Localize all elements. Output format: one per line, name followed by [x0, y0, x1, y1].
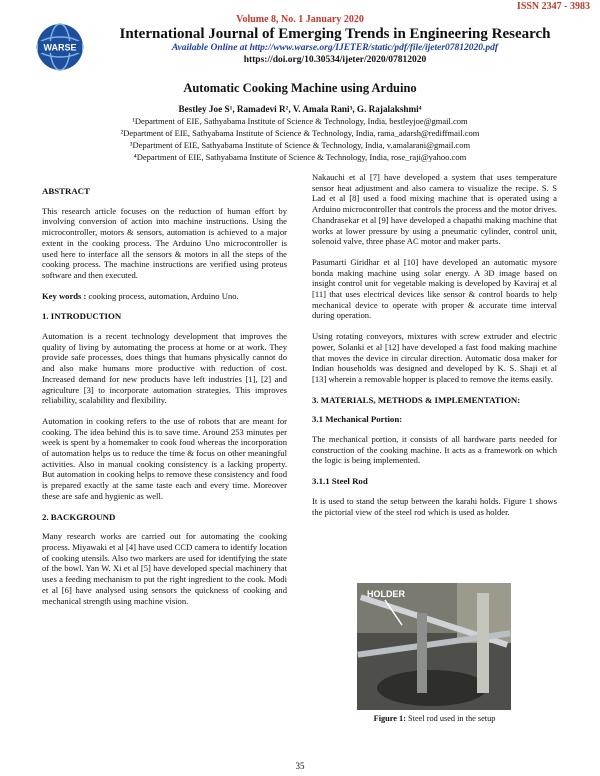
issn-label: ISSN 2347 - 3983: [516, 1, 590, 12]
available-online-link[interactable]: Available Online at http://www.warse.org/IJETER/static/pdf/file/ijeter07812020.pdf: [171, 43, 499, 53]
keywords-label: Key words :: [42, 290, 87, 301]
related-work-paragraph-3: Using rotating conveyors, mixtures with screw extruder and electric power, Solanki et al [12] have developed a fast food making machine that moves the device in circular direction. Automatic dosa maker for Indian households was designed and developed by K. S. Shaji et al [13] wherein a removable hopper is placed to remove the items easily.: [312, 331, 557, 384]
affiliation-3: ³Department of EIE, Sathyabama Institute of Science & Technology, India, v.amalarani@gmail.com: [129, 140, 471, 150]
background-paragraph: Many research works are carried out for automating the cooking process. Miyawaki et al [4] have used CCD camera to identify location of cooking utensils. Also two markers are used for identifying the state of the bowl. Yan W. Xi et al [5] have developed special machinery that uses a feeding mechanism to put the right ingredient to the cook. Modi et al [6] have analysed using sensors the quickness of cooking and mechanical strength using machine vision.: [42, 531, 287, 606]
related-work-paragraph-2: Pasumarti Giridhar et al [10] have developed an automatic mysore bonda making machine using solar energy. A 3D image based on insight control unit for vegetable making is developed by Kaviraj et al [11] that uses electrical devices like sensor & control boards to help mechanical device to operate with proper & accurate time interval during operation.: [312, 256, 557, 321]
keywords: [42, 291, 287, 302]
methods-heading: 3. MATERIALS, METHODS & IMPLEMENTATION:: [312, 394, 521, 405]
mechanical-heading: 3.1 Mechanical Portion:: [312, 414, 403, 425]
affiliation-4: ⁴Department of EIE, Sathyabama Institute of Science & Technology, India, rose_raji@yahoo.com: [133, 152, 467, 162]
keywords-text: cooking process, automation, Arduino Uno.: [86, 290, 239, 301]
abstract-heading: ABSTRACT: [42, 186, 90, 196]
figure-label: HOLDER: [367, 589, 405, 599]
abstract-text: This research article focuses on the reduction of human effort by involving conversion of action into machine instructions. Using the microcontroller, motors & sensors, automation is achieved to a major extent in the cooking process. The Arduino Uno microcontroller is used here to interface all the sensors & motors in all the steps of the cooking process. The machine instructions are verified using proteus software and then executed.: [42, 205, 287, 280]
intro-paragraph-2: Automation in cooking refers to the use of robots that are meant for cooking. The idea behind this is to save time. Around 253 minutes per week is spent by a homemaker to cook food whereas the incorporation of automation helps us to reduce the time & focus on other meaningful activities. Also in manual cooking consistency is a lacking property. But automation in cooking helps to remove these consistency and food is prepared exactly at the same taste each and every time. Moreover these are safe and hygienic as well.: [42, 415, 287, 501]
intro-paragraph-1: Automation is a recent technology development that improves the quality of living by automating the process at home or at work. They provide safe processes, does things that humans physically cannot do and also make humans more productive with reduction of cost. Increased demand for new products have left industries [1], [2] and agriculture [3] to incorporate automation strategies. This improves reliability, scalability and flexibility.: [42, 331, 287, 406]
figure-caption-text: Steel rod used in the setup: [405, 714, 496, 723]
figure-caption: [312, 714, 557, 723]
right-column: [312, 172, 557, 527]
warse-logo: [35, 22, 85, 72]
mechanical-paragraph: The mechanical portion, it consists of all hardware parts needed for construction of the cooking machine. It acts as a framework on which the logic is being implemented.: [312, 434, 557, 466]
affiliation-1: ¹Department of EIE, Sathyabama Institute of Science & Technology, India, bestleyjoe@gmail.com: [132, 116, 468, 126]
svg-text:WARSE: WARSE: [43, 42, 77, 53]
affiliation-2: ²Department of EIE, Sathyabama Institute of Science & Technology, India, rama_adarsh@rediffmail.com: [120, 128, 480, 138]
authors-line: Bestley Joe S¹, Ramadevi R², V. Amala Rani³, G. Rajalakshmi⁴: [178, 104, 422, 114]
paper-title: Automatic Cooking Machine using Arduino: [183, 81, 417, 95]
page-number: 35: [295, 761, 305, 771]
steel-rod-heading: 3.1.1 Steel Rod: [312, 476, 368, 487]
steel-rod-photo: [357, 583, 511, 710]
journal-title: International Journal of Emerging Trends in Engineering Research: [119, 26, 551, 42]
background-heading: 2. BACKGROUND: [42, 511, 116, 522]
left-column: [42, 186, 287, 616]
intro-heading: 1. INTRODUCTION: [42, 311, 122, 322]
related-work-paragraph-1: Nakauchi et al [7] have developed a system that uses temperature sensor heat adjustment and also camera to visualize the recipe. S. S Lad et al [8] used a food mixing machine that is operated using a Arduino microcontroller that controls the process and the motor drives. Chandrasekar et al [9] have developed a chapathi making machine that works at lower pressure by using a pneumatic cylinder, control unit, solenoid valve, three phase AC motor and maker parts.: [312, 172, 557, 247]
doi-link[interactable]: https://doi.org/10.30534/ijeter/2020/07812020: [243, 55, 427, 65]
steel-rod-paragraph: It is used to stand the setup between the karahi holds. Figure 1 shows the pictorial view of the steel rod which is used as holder.: [312, 495, 557, 517]
figure-caption-label: Figure 1:: [373, 714, 406, 723]
volume-label: Volume 8, No. 1 January 2020: [236, 14, 364, 25]
